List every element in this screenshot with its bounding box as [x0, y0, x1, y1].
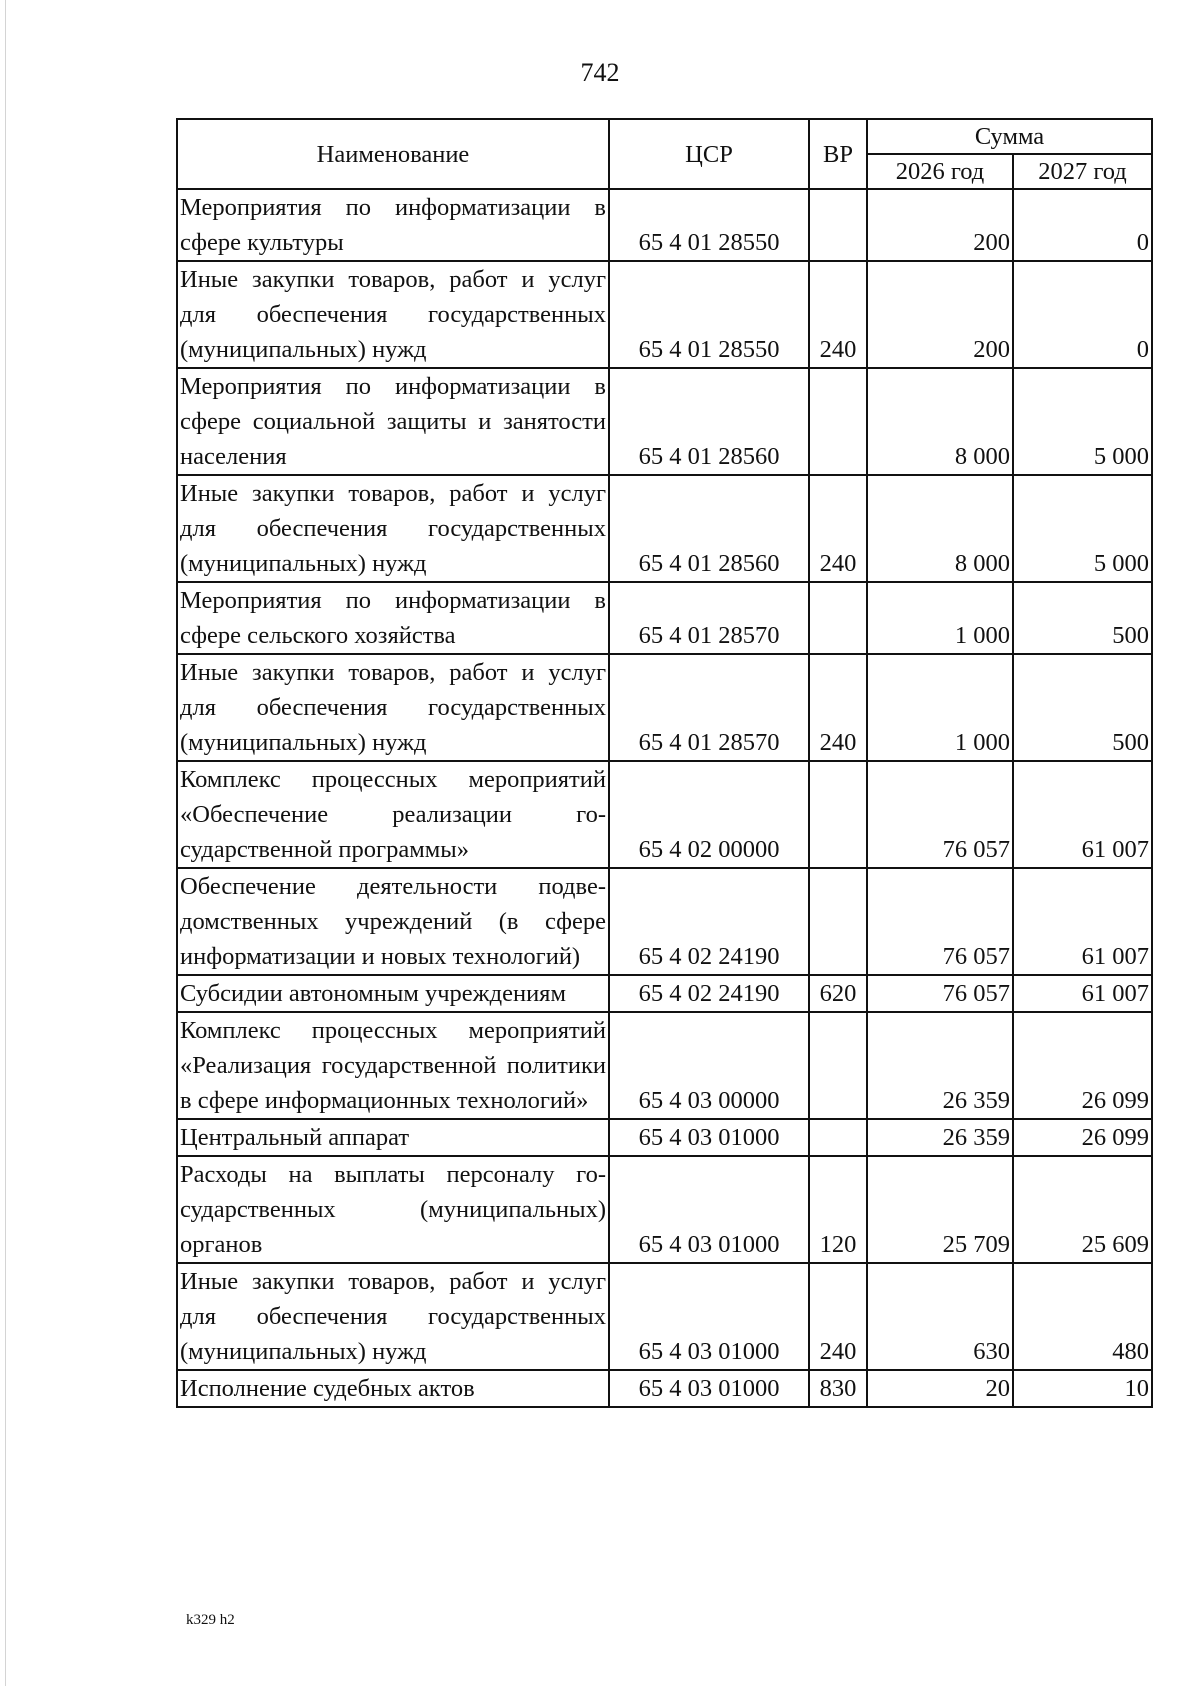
row-sum-2027: 61 007: [1013, 761, 1152, 868]
row-name: Комплекс процессных мероприятий «Реализация государственной политики в сфере информационных технологий»: [177, 1012, 609, 1119]
row-csr: 65 4 01 28560: [609, 475, 809, 582]
row-vr: [809, 761, 867, 868]
header-csr: ЦСР: [609, 119, 809, 189]
row-csr: 65 4 03 01000: [609, 1263, 809, 1370]
row-csr: 65 4 02 24190: [609, 868, 809, 975]
row-sum-2027: 5 000: [1013, 475, 1152, 582]
table-row: [177, 1156, 1152, 1263]
row-sum-2027: 0: [1013, 261, 1152, 368]
table-row: [177, 1370, 1152, 1407]
row-name: Обеспечение деятельности подведомственных учреждений (в сфере информатизации и новых технологий): [177, 868, 609, 975]
row-vr: 120: [809, 1156, 867, 1263]
row-name: Центральный аппарат: [177, 1119, 609, 1156]
row-sum-2026: 630: [867, 1263, 1013, 1370]
row-sum-2026: 200: [867, 261, 1013, 368]
row-csr: 65 4 01 28570: [609, 582, 809, 654]
table-row: [177, 654, 1152, 761]
row-sum-2027: 26 099: [1013, 1012, 1152, 1119]
row-sum-2026: 26 359: [867, 1119, 1013, 1156]
table-row: [177, 868, 1152, 975]
row-sum-2026: 8 000: [867, 475, 1013, 582]
row-vr: [809, 868, 867, 975]
row-name: Расходы на выплаты персоналу государственных (муниципальных) органов: [177, 1156, 609, 1263]
table-row: [177, 1263, 1152, 1370]
row-csr: 65 4 01 28570: [609, 654, 809, 761]
table-row: [177, 368, 1152, 475]
scan-margin-line: [5, 0, 6, 1686]
row-csr: 65 4 03 01000: [609, 1156, 809, 1263]
row-sum-2027: 5 000: [1013, 368, 1152, 475]
table-row: [177, 582, 1152, 654]
row-sum-2026: 1 000: [867, 582, 1013, 654]
row-csr: 65 4 02 24190: [609, 975, 809, 1012]
row-sum-2026: 76 057: [867, 975, 1013, 1012]
row-name: Субсидии автономным учреждениям: [177, 975, 609, 1012]
row-sum-2026: 8 000: [867, 368, 1013, 475]
row-sum-2026: 25 709: [867, 1156, 1013, 1263]
table-row: [177, 975, 1152, 1012]
table-row: [177, 1119, 1152, 1156]
row-csr: 65 4 03 01000: [609, 1119, 809, 1156]
table-row: [177, 261, 1152, 368]
page-number: 742: [580, 58, 620, 87]
row-csr: 65 4 02 00000: [609, 761, 809, 868]
row-name: Иные закупки товаров, работ и услуг для обеспечения государственных (муниципальных) нужд: [177, 475, 609, 582]
row-vr: [809, 189, 867, 261]
row-name: Иные закупки товаров, работ и услуг для обеспечения государственных (муниципальных) нужд: [177, 1263, 609, 1370]
table-row: [177, 475, 1152, 582]
row-sum-2027: 500: [1013, 654, 1152, 761]
header-year-2027: 2027 год: [1013, 154, 1152, 189]
row-vr: 240: [809, 1263, 867, 1370]
table-row: [177, 189, 1152, 261]
header-year-2026: 2026 год: [867, 154, 1013, 189]
row-vr: [809, 1012, 867, 1119]
row-sum-2027: 480: [1013, 1263, 1152, 1370]
row-sum-2027: 500: [1013, 582, 1152, 654]
footer-code: k329 h2: [186, 1612, 235, 1628]
row-sum-2027: 61 007: [1013, 975, 1152, 1012]
row-name: Мероприятия по информатизации в сфере сельского хозяйства: [177, 582, 609, 654]
header-vr: ВР: [809, 119, 867, 189]
row-csr: 65 4 01 28550: [609, 261, 809, 368]
row-vr: 240: [809, 654, 867, 761]
header-name: Наименование: [177, 119, 609, 189]
row-name: Комплекс процессных мероприятий «Обеспечение реализации государственной программы»: [177, 761, 609, 868]
row-sum-2026: 76 057: [867, 868, 1013, 975]
row-vr: 240: [809, 475, 867, 582]
table-row: [177, 761, 1152, 868]
row-csr: 65 4 03 01000: [609, 1370, 809, 1407]
row-sum-2027: 0: [1013, 189, 1152, 261]
row-sum-2026: 26 359: [867, 1012, 1013, 1119]
row-sum-2026: 20: [867, 1370, 1013, 1407]
row-vr: 620: [809, 975, 867, 1012]
row-name: Мероприятия по информатизации в сфере социальной защиты и занятости населения: [177, 368, 609, 475]
row-vr: [809, 582, 867, 654]
row-sum-2027: 26 099: [1013, 1119, 1152, 1156]
header-sum: Сумма: [867, 119, 1152, 154]
row-vr: 830: [809, 1370, 867, 1407]
row-vr: 240: [809, 261, 867, 368]
row-sum-2026: 76 057: [867, 761, 1013, 868]
row-sum-2027: 25 609: [1013, 1156, 1152, 1263]
table-body: [177, 189, 1152, 1407]
row-name: Иные закупки товаров, работ и услуг для обеспечения государственных (муниципальных) нужд: [177, 654, 609, 761]
row-csr: 65 4 03 00000: [609, 1012, 809, 1119]
row-vr: [809, 368, 867, 475]
row-csr: 65 4 01 28550: [609, 189, 809, 261]
row-sum-2027: 10: [1013, 1370, 1152, 1407]
row-sum-2026: 200: [867, 189, 1013, 261]
row-vr: [809, 1119, 867, 1156]
table-row: [177, 1012, 1152, 1119]
row-name: Мероприятия по информатизации в сфере культуры: [177, 189, 609, 261]
budget-table: [176, 118, 1153, 1408]
row-sum-2026: 1 000: [867, 654, 1013, 761]
row-sum-2027: 61 007: [1013, 868, 1152, 975]
row-csr: 65 4 01 28560: [609, 368, 809, 475]
table-header: [177, 119, 1152, 189]
row-name: Исполнение судебных актов: [177, 1370, 609, 1407]
row-name: Иные закупки товаров, работ и услуг для обеспечения государственных (муниципальных) нужд: [177, 261, 609, 368]
